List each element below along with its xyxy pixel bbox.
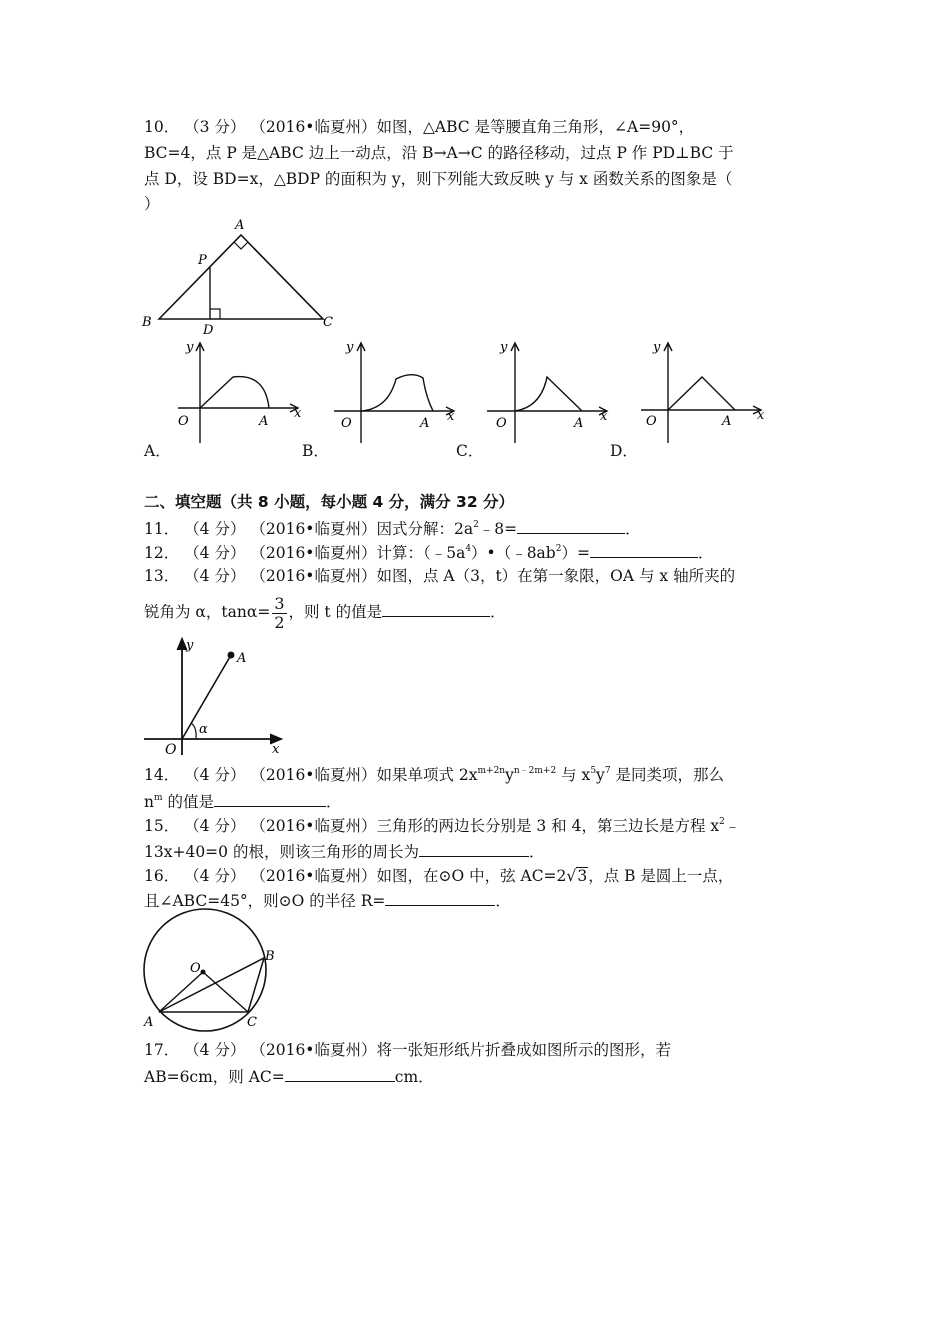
graph-a-point-label: A: [259, 414, 269, 429]
graph-a-origin-label: O: [178, 414, 189, 429]
q10-triangle-figure: [135, 214, 345, 339]
q14-text-f: n: [144, 793, 154, 811]
q13-end: ．: [490, 603, 506, 621]
q14-line-1: [144, 765, 724, 785]
triangle-label-d: D: [203, 323, 214, 338]
q16-circle-figure: [136, 908, 286, 1032]
q16-text-c: 且∠ABC=45°，则⊙O 的半径 R=: [144, 892, 386, 910]
q15-line-1: [144, 816, 740, 836]
graph-b-x-label: x: [447, 409, 455, 424]
q16-line-1: [144, 866, 733, 886]
circle-center-label: O: [190, 961, 201, 976]
q11-text: 11． （4 分） （2016•临夏州）因式分解：2a: [144, 520, 474, 538]
q17-line-2: [144, 1066, 434, 1087]
q15-line-2: [144, 841, 544, 862]
graph-c-point-label: A: [574, 416, 584, 431]
figure-x-label: x: [272, 742, 280, 757]
q14-text-a: 14． （4 分） （2016•临夏州）如果单项式 2x: [144, 766, 478, 784]
graph-d-y-label: y: [653, 340, 661, 355]
q12-line: [144, 542, 713, 563]
q16-answer-blank[interactable]: [385, 890, 495, 906]
q15-text-a: 15． （4 分） （2016•临夏州）三角形的两边长分别是 3 和 4，第三边长是方程 x: [144, 817, 720, 835]
q12-exponent-2: 2: [555, 544, 562, 554]
graph-c-y-label: y: [500, 340, 508, 355]
q15-text-b: ﹣: [724, 817, 741, 835]
tan-fraction: [272, 595, 286, 632]
figure-alpha-label: α: [199, 722, 208, 737]
q16-text-a: 16． （4 分） （2016•临夏州）如图，在⊙O 中，弦 AC=2: [144, 867, 567, 885]
q14-answer-blank[interactable]: [214, 791, 326, 807]
q13-line-2: [144, 594, 506, 632]
graph-c-x-label: x: [600, 409, 608, 424]
q14-text-c: 与 x: [556, 766, 591, 784]
q10-line-3: 点 D，设 BD=x，△BDP 的面积为 y，则下列能大致反映 y 与 x 函数关系的图象是（: [144, 170, 733, 188]
q17-text: AB=6cm，则 AC=: [144, 1068, 285, 1086]
q14-text-e: 是同类项，那么: [610, 766, 724, 784]
q13-line-1: 13． （4 分） （2016•临夏州）如图，点 A（3，t）在第一象限，OA 与 x 轴所夹的: [144, 567, 736, 585]
triangle-label-c: C: [323, 315, 333, 330]
q12-answer-blank[interactable]: [590, 542, 698, 558]
q14-exp-5: m: [153, 793, 163, 803]
q11-exponent: 2: [473, 520, 479, 530]
circle-point-b-label: B: [265, 949, 275, 964]
q12-exponent-1: 4: [465, 544, 472, 554]
figure-point-a-label: A: [237, 651, 247, 666]
q14-exp-1: m+2n: [477, 766, 506, 776]
q10-graph-b: [332, 337, 472, 447]
figure-y-label: y: [186, 638, 194, 653]
q11-end: ．: [625, 520, 641, 538]
q11-text-2: ﹣8=: [478, 520, 518, 538]
graph-b-y-label: y: [346, 340, 354, 355]
q13-text-a: 锐角为 α，tanα=: [144, 603, 271, 621]
q10-line-1: 10． （3 分） （2016•临夏州）如图，△ABC 是等腰直角三角形，∠A=90°，: [144, 118, 695, 136]
graph-a-x-label: x: [294, 406, 302, 421]
graph-a-y-label: y: [186, 340, 194, 355]
figure-origin-label: O: [165, 742, 177, 758]
q10-line-4: ）: [144, 195, 160, 213]
option-b-label: B．: [302, 442, 329, 460]
triangle-label-b: B: [142, 315, 152, 330]
graph-d-x-label: x: [757, 408, 765, 423]
q14-end: ．: [325, 793, 342, 811]
graph-b-origin-label: O: [341, 416, 352, 431]
section-heading: 二、填空题（共 8 小题，每小题 4 分，满分 32 分）: [144, 493, 515, 511]
q17-line-1: 17． （4 分） （2016•临夏州）将一张矩形纸片折叠成如图所示的图形，若: [144, 1041, 671, 1059]
q14-line-2: [144, 791, 341, 812]
q10-graph-a: [170, 337, 310, 447]
q11-line: [144, 518, 641, 539]
q12-text-3: ）=: [561, 544, 590, 562]
graph-c-origin-label: O: [496, 416, 507, 431]
q10-graph-d: [638, 337, 778, 447]
q12-text-2: ）•（﹣8ab: [471, 544, 556, 562]
circle-point-c-label: C: [247, 1015, 257, 1030]
q14-text-g: 的值是: [162, 793, 214, 811]
q11-answer-blank[interactable]: [517, 518, 625, 534]
q16-text-b: ，点 B 是圆上一点，: [588, 867, 734, 885]
q10-graph-c: [485, 337, 625, 447]
graph-b-point-label: A: [420, 416, 430, 431]
q14-exp-4: 7: [604, 766, 611, 776]
option-a-label: A．: [144, 442, 171, 460]
q12-end: ．: [697, 544, 714, 562]
q15-text-c: 13x+40=0 的根，则该三角形的周长为: [144, 843, 419, 861]
graph-d-origin-label: O: [646, 414, 657, 429]
q17-answer-blank[interactable]: [285, 1066, 395, 1082]
option-c-label: C．: [456, 442, 484, 460]
triangle-label-p: P: [198, 253, 207, 268]
q13-text-b: ，则 t 的值是: [288, 603, 383, 621]
q10-line-2: BC=4，点 P 是△ABC 边上一动点，沿 B→A→C 的路径移动，过点 P 作 PD⊥BC 于: [144, 144, 734, 162]
q14-text-b: y: [505, 766, 514, 784]
q15-answer-blank[interactable]: [419, 841, 529, 857]
q15-exponent: 2: [719, 817, 725, 827]
option-d-label: D．: [610, 442, 638, 460]
q12-text: 12． （4 分） （2016•临夏州）计算：（﹣5a: [144, 544, 466, 562]
q14-text-d: y: [596, 766, 605, 784]
q15-end: ．: [528, 843, 545, 861]
q13-coordinate-figure: [140, 634, 300, 758]
fraction-denominator: 2: [274, 612, 285, 632]
circle-point-a-label: A: [144, 1015, 154, 1030]
q14-exp-3: 5: [590, 766, 597, 776]
graph-d-point-label: A: [722, 414, 732, 429]
q14-exp-2: n﹣2m+2: [513, 766, 557, 776]
fraction-numerator: 3: [274, 593, 285, 613]
q13-answer-blank[interactable]: [382, 601, 490, 617]
sqrt-radicand: 3: [577, 867, 588, 885]
q16-end: ．: [495, 892, 511, 910]
sqrt-sign: √: [566, 867, 577, 885]
triangle-label-a: A: [235, 218, 245, 233]
q17-end: cm．: [394, 1068, 434, 1086]
